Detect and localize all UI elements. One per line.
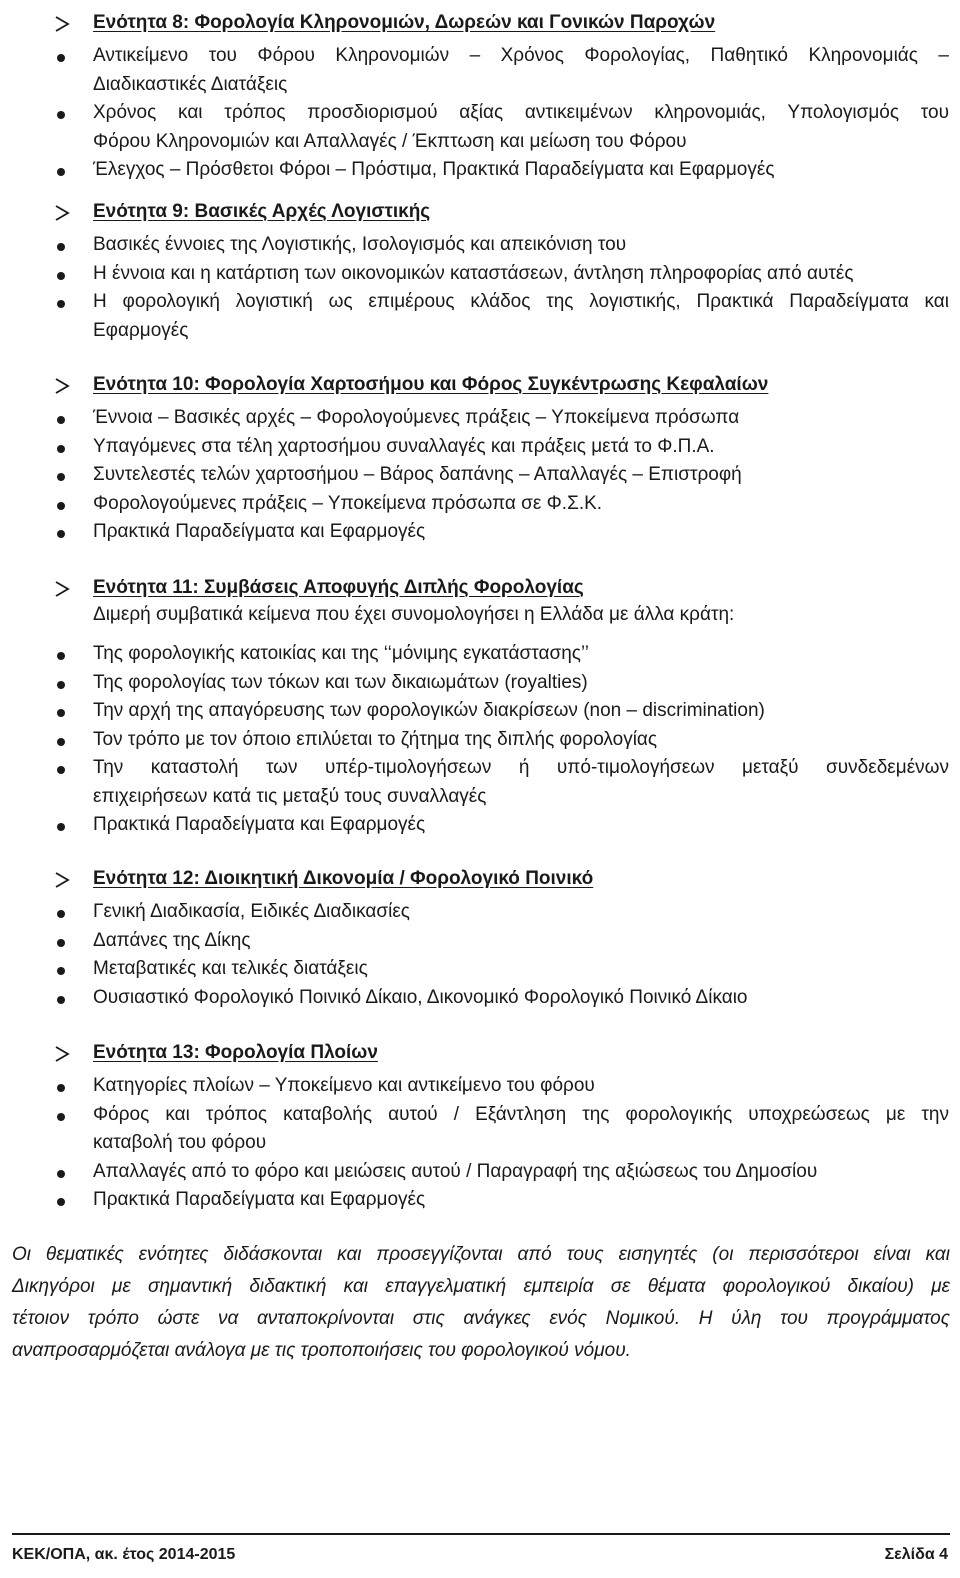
footer-course-label: ΚΕΚ/ΟΠΑ, ακ. έτος 2014-2015 <box>12 1546 236 1563</box>
chevron-right-icon <box>52 1044 72 1064</box>
closing-paragraph-line: Οι θεματικές ενότητες διδάσκονται και προσεγγίζονται από τους εισηγητές (οι περισσότεροι είναι και <box>12 1244 950 1265</box>
list-item-text: Βασικές έννοιες της Λογιστικής, Ισολογισμός και απεικόνιση του <box>93 234 627 255</box>
list-item-text: Μεταβατικές και τελικές διατάξεις <box>93 958 368 979</box>
bullet-icon <box>57 823 65 831</box>
bullet-icon <box>57 967 65 975</box>
bullet-icon <box>57 910 65 918</box>
list-item-text: Πρακτικά Παραδείγματα και Εφαρμογές <box>93 521 426 542</box>
footer-divider <box>12 1533 950 1535</box>
bullet-icon <box>57 530 65 538</box>
bullet-icon <box>57 996 65 1004</box>
bullet-icon <box>57 709 65 717</box>
chevron-right-icon <box>52 579 72 599</box>
section-intro: Διμερή συμβατικά κείμενα που έχει συνομολογήσει η Ελλάδα με άλλα κράτη: <box>93 604 735 625</box>
list-item-text: Εφαρμογές <box>93 319 189 341</box>
chevron-right-icon <box>52 870 72 890</box>
list-item-text: Δαπάνες της Δίκης <box>93 929 251 951</box>
closing-paragraph-line: Δικηγόροι με σημαντική διδακτική και επαγγελματική εμπειρία σε θέματα φορολογικού δικαίου) με <box>12 1276 950 1297</box>
list-item-text: επιχειρήσεων κατά τις μεταξύ τους συναλλαγές <box>93 785 487 807</box>
section-heading: Ενότητα 8: Φορολογία Κληρονομιών, Δωρεών και Γονικών Παροχών <box>93 12 716 33</box>
closing-paragraph-line: αναπροσαρμόζεται ανάλογα με τις τροποποιήσεις του φορολογικού νόμου. <box>12 1340 631 1361</box>
list-item-text: Κατηγορίες πλοίων – Υποκείμενο και αντικείμενο του φόρου <box>93 1075 595 1096</box>
list-item-text: Τον τρόπο με τον όποιο επιλύεται το ζήτημα της διπλής φορολογίας <box>93 728 658 750</box>
bullet-icon <box>57 416 65 424</box>
list-item-text: Απαλλαγές από το φόρο και μειώσεις αυτού / Παραγραφή της αξιώσεως του Δημοσίου <box>93 1160 818 1182</box>
chevron-right-icon <box>52 376 72 396</box>
bullet-icon <box>57 502 65 510</box>
section-heading: Ενότητα 12: Διοικητική Δικονομία / Φορολογικό Ποινικό <box>93 868 594 889</box>
list-item-text: καταβολή του φόρου <box>93 1132 267 1153</box>
list-item-text: Ουσιαστικό Φορολογικό Ποινικό Δίκαιο, Δικονομικό Φορολογικό Ποινικό Δίκαιο <box>93 986 748 1008</box>
bullet-icon <box>57 766 65 774</box>
chevron-right-icon <box>52 14 72 34</box>
bullet-icon <box>57 168 65 176</box>
bullet-icon <box>57 1170 65 1178</box>
list-item-text: Έλεγχος – Πρόσθετοι Φόροι – Πρόστιμα, Πρακτικά Παραδείγματα και Εφαρμογές <box>93 159 775 180</box>
bullet-icon <box>57 681 65 689</box>
list-item-text: Την αρχή της απαγόρευσης των φορολογικών διακρίσεων (non – discrimination) <box>93 700 765 721</box>
list-item-text: Της φορολογικής κατοικίας και της ‘‘μόνιμης εγκατάστασης’’ <box>93 643 590 664</box>
bullet-icon <box>57 1113 65 1121</box>
bullet-icon <box>57 54 65 62</box>
section-heading: Ενότητα 13: Φορολογία Πλοίων <box>93 1042 378 1063</box>
bullet-icon <box>57 939 65 947</box>
section-heading: Ενότητα 9: Βασικές Αρχές Λογιστικής <box>93 201 431 222</box>
list-item-text: Πρακτικά Παραδείγματα και Εφαρμογές <box>93 814 426 835</box>
list-item-text: Της φορολογίας των τόκων και των δικαιωμάτων (royalties) <box>93 671 588 693</box>
list-item-text: Η έννοια και η κατάρτιση των οικονομικών καταστάσεων, άντληση πληροφορίας από αυτές <box>93 262 854 284</box>
list-item-text: Την καταστολή των υπέρ-τιμολογήσεων ή υπό-τιμολογήσεων μεταξύ συνδεδεμένων <box>93 757 949 778</box>
bullet-icon <box>57 1084 65 1092</box>
bullet-icon <box>57 1198 65 1206</box>
bullet-icon <box>57 272 65 280</box>
section-heading: Ενότητα 11: Συμβάσεις Αποφυγής Διπλής Φορολογίας <box>93 577 584 598</box>
bullet-icon <box>57 243 65 251</box>
list-item-text: Γενική Διαδικασία, Ειδικές Διαδικασίες <box>93 901 410 922</box>
list-item-text: Υπαγόμενες στα τέλη χαρτοσήμου συναλλαγές και πράξεις μετά το Φ.Π.Α. <box>93 435 715 457</box>
section-heading: Ενότητα 10: Φορολογία Χαρτοσήμου και Φόρος Συγκέντρωσης Κεφαλαίων <box>93 374 769 395</box>
bullet-icon <box>57 445 65 453</box>
list-item-text: Φόρου Κληρονομιών και Απαλλαγές / Έκπτωση και μείωση του Φόρου <box>93 130 687 152</box>
list-item-text: Φόρος και τρόπος καταβολής αυτού / Εξάντληση της φορολογικής υποχρεώσεως με την <box>93 1103 949 1125</box>
list-item-text: Έννοια – Βασικές αρχές – Φορολογούμενες πράξεις – Υποκείμενα πρόσωπα <box>93 407 740 428</box>
bullet-icon <box>57 300 65 308</box>
list-item-text: Χρόνος και τρόπος προσδιορισμού αξίας αντικειμένων κληρονομιάς, Υπολογισμός του <box>93 102 949 123</box>
bullet-icon <box>57 111 65 119</box>
footer-page-number: Σελίδα 4 <box>884 1546 948 1563</box>
list-item-text: Αντικείμενο του Φόρου Κληρονομιών – Χρόνος Φορολογίας, Παθητικό Κληρονομιάς – <box>93 45 949 66</box>
bullet-icon <box>57 473 65 481</box>
list-item-text: Διαδικαστικές Διατάξεις <box>93 73 288 95</box>
list-item-text: Φορολογούμενες πράξεις – Υποκείμενα πρόσωπα σε Φ.Σ.Κ. <box>93 492 603 514</box>
list-item-text: Πρακτικά Παραδείγματα και Εφαρμογές <box>93 1189 426 1210</box>
closing-paragraph-line: τέτοιον τρόπο ώστε να ανταποκρίνονται στις ανάγκες ενός Νομικού. Η ύλη του προγράμματος <box>12 1308 950 1329</box>
list-item-text: Η φορολογική λογιστική ως επιμέρους κλάδος της λογιστικής, Πρακτικά Παραδείγματα και <box>93 291 949 312</box>
bullet-icon <box>57 652 65 660</box>
bullet-icon <box>57 738 65 746</box>
list-item-text: Συντελεστές τελών χαρτοσήμου – Βάρος δαπάνης – Απαλλαγές – Επιστροφή <box>93 464 742 485</box>
chevron-right-icon <box>52 203 72 223</box>
